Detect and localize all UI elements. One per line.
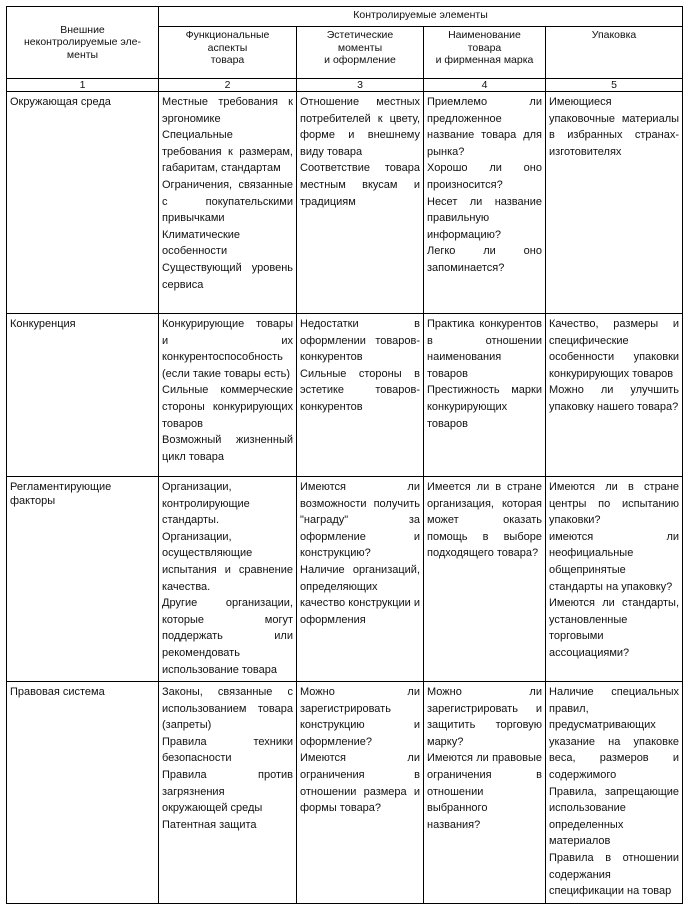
header-aesthetics: Эстетические моменты и оформление [297,27,424,79]
column-number: 5 [546,79,683,92]
table-cell: Имеется ли в стране организация, которая может оказать помощь в выборе подходящего товара? [424,477,546,682]
table-cell: Имеются ли в стране центры по испытанию упаковки? имеются ли неофициальные общепринятые стандарты на упаковку? Имеются ли стандарты, установленные торговыми ассоциациями? [546,477,683,682]
table-cell: Законы, связанные с использованием товара (запреты) Правила техники безопасности Правила против загрязнения окружающей среды Патентная защита [159,682,297,904]
table-row [7,92,683,314]
table-cell: Можно ли зарегистрировать конструкцию и оформление? Имеются ли ограничения в отношении размера и формы товара? [297,682,424,904]
table-cell: Имеющиеся упаковочные материалы в избранных странах-изготовителях [546,92,683,314]
table-cell: Конкурирующие товары и их конкурентоспособность (если такие товары есть) Сильные коммерческие стороны конкурирующих товаров Возможный жизненный цикл товара [159,314,297,477]
table-cell: Имеются ли возможности получить "награду" за оформление и конструкцию? Наличие организаций, определяющих качество конструкции и оформления [297,477,424,682]
column-number: 4 [424,79,546,92]
column-number: 1 [7,79,159,92]
table-row [7,314,683,477]
row-label: Регламентирующие факторы [7,477,159,682]
header-external-elements: Внешние неконтролируемые эле- менты [7,7,159,79]
controlled-elements-table [6,6,683,904]
table-cell: Можно ли зарегистрировать и защитить торговую марку? Имеются ли правовые ограничения в отношении выбранного названия? [424,682,546,904]
table-cell: Наличие специальных правил, предусматривающих указание на упаковке веса, размеров и содержимого Правила, запрещающие использование определенных материалов Правила в отношении содержания спецификации на товар [546,682,683,904]
table-cell: Практика конкурентов в отношении наименования товаров Престижность марки конкурирующих товаров [424,314,546,477]
table-row [7,477,683,682]
row-label: Окружающая среда [7,92,159,314]
header-brand-name: Наименование товара и фирменная марка [424,27,546,79]
table-row [7,682,683,904]
column-number: 2 [159,79,297,92]
table-cell: Местные требования к эргономике Специальные требования к размерам, габаритам, стандартам Ограничения, связанные с покупательскими привычками Климатические особенности Существующий уровень сервиса [159,92,297,314]
row-label: Конкуренция [7,314,159,477]
header-controlled-elements: Контролируемые элементы [159,7,683,27]
table-cell: Отношение местных потребителей к цвету, форме и внешнему виду товара Соответствие товара местным вкусам и традициям [297,92,424,314]
header-packaging: Упаковка [546,27,683,79]
header-functional-aspects: Функциональные аспекты товара [159,27,297,79]
row-label: Правовая система [7,682,159,904]
column-number: 3 [297,79,424,92]
table-cell: Приемлемо ли предложенное название товара для рынка? Хорошо ли оно произносится? Несет ли название правильную информацию? Легко ли оно запоминается? [424,92,546,314]
table-cell: Организации, контролирующие стандарты. Организации, осуществляющие испытания и сравнение качества. Другие организации, которые могут поддержать или рекомендовать использование товара [159,477,297,682]
table-cell: Недостатки в оформлении товаров-конкурентов Сильные стороны в эстетике товаров-конкурентов [297,314,424,477]
table-cell: Качество, размеры и специфические особенности упаковки конкурирующих товаров Можно ли улучшить упаковку нашего товара? [546,314,683,477]
